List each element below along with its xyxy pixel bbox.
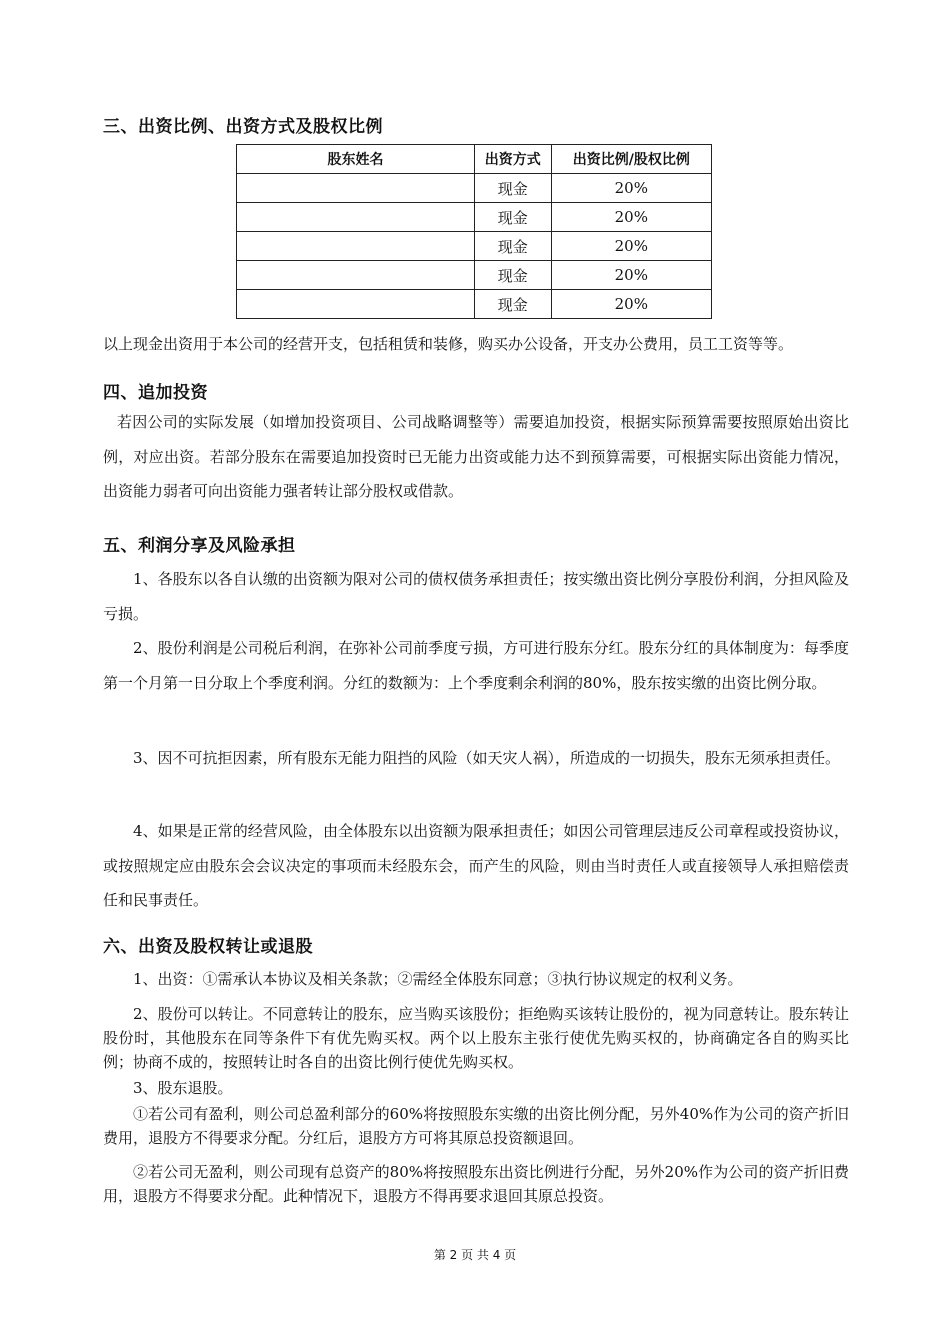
table-header-row: [237, 145, 712, 174]
cell-method: 现金: [474, 232, 551, 261]
section-5-title: 五、利润分享及风险承担: [103, 536, 296, 556]
cell-name: [237, 203, 475, 232]
cell-method: 现金: [474, 261, 551, 290]
section-5-item-2: 2、股份利润是公司税后利润，在弥补公司前季度亏损，方可进行股东分红。股东分红的具体制度为：每季度第一个月第一日分取上个季度利润。分红的数额为：上个季度剩余利润的80%，股东按实缴的出资比例分取。: [103, 639, 849, 692]
cell-ratio: 20%: [551, 174, 711, 203]
section-3-title: 三、出资比例、出资方式及股权比例: [103, 117, 383, 137]
cell-ratio: 20%: [551, 232, 711, 261]
cell-name: [237, 232, 475, 261]
funds-usage-note: 以上现金出资用于本公司的经营开支，包括租赁和装修，购买办公设备，开支办公费用，员工工资等等。: [103, 335, 794, 353]
section-6-item-3-case-1: ①若公司有盈利，则公司总盈利部分的60%将按照股东实缴的出资比例分配，另外40%作为公司的资产折旧费用，退股方不得要求分配。分红后，退股方方可将其原总投资额退回。: [103, 1105, 849, 1147]
page-number-footer: 第 2 页 共 4 页: [433, 1248, 517, 1262]
table-row: [237, 174, 712, 203]
section-4-title: 四、追加投资: [103, 383, 208, 403]
section-6-title: 六、出资及股权转让或退股: [103, 937, 313, 957]
section-6-item-3: 3、股东退股。: [133, 1079, 233, 1097]
cell-ratio: 20%: [551, 261, 711, 290]
table-row: [237, 232, 712, 261]
cell-ratio: 20%: [551, 203, 711, 232]
section-5-item-3: 3、因不可抗拒因素，所有股东无能力阻挡的风险（如天灾人祸），所造成的一切损失，股东无须承担责任。: [133, 749, 841, 767]
header-shareholder-name: 股东姓名: [237, 145, 475, 174]
shareholder-table: [236, 144, 712, 319]
header-contribution-method: 出资方式: [474, 145, 551, 174]
section-6-item-3-case-2: ②若公司无盈利，则公司现有总资产的80%将按照股东出资比例进行分配，另外20%作为公司的资产折旧费用，退股方不得要求分配。此种情况下，退股方不得再要求退回其原总投资。: [103, 1163, 849, 1205]
cell-name: [237, 261, 475, 290]
cell-method: 现金: [474, 174, 551, 203]
table-row: [237, 261, 712, 290]
cell-method: 现金: [474, 203, 551, 232]
cell-name: [237, 174, 475, 203]
section-4-paragraph: 若因公司的实际发展（如增加投资项目、公司战略调整等）需要追加投资，根据实际预算需要按照原始出资比例，对应出资。若部分股东在需要追加投资时已无能力出资或能力达不到预算需要，可根据实际出资能力情况，出资能力弱者可向出资能力强者转让部分股权或借款。: [103, 413, 849, 500]
cell-method: 现金: [474, 290, 551, 319]
section-6-item-1: 1、出资：①需承认本协议及相关条款；②需经全体股东同意；③执行协议规定的权利义务。: [133, 970, 743, 988]
cell-name: [237, 290, 475, 319]
table-row: [237, 290, 712, 319]
cell-ratio: 20%: [551, 290, 711, 319]
section-5-item-1: 1、各股东以各自认缴的出资额为限对公司的债权债务承担责任；按实缴出资比例分享股份利润，分担风险及亏损。: [103, 570, 849, 623]
section-5-item-4: 4、如果是正常的经营风险，由全体股东以出资额为限承担责任；如因公司管理层违反公司章程或投资协议，或按照规定应由股东会会议决定的事项而未经股东会，而产生的风险，则由当时责任人或直接领导人承担赔偿责任和民事责任。: [103, 822, 849, 909]
section-6-item-2: 2、股份可以转让。不同意转让的股东，应当购买该股份；拒绝购买该转让股份的，视为同意转让。股东转让股份时，其他股东在同等条件下有优先购买权。两个以上股东主张行使优先购买权的，协商确定各自的购买比例；协商不成的，按照转让时各自的出资比例行使优先购买权。: [103, 1005, 849, 1071]
table-row: [237, 203, 712, 232]
header-contribution-ratio: 出资比例/股权比例: [551, 145, 711, 174]
